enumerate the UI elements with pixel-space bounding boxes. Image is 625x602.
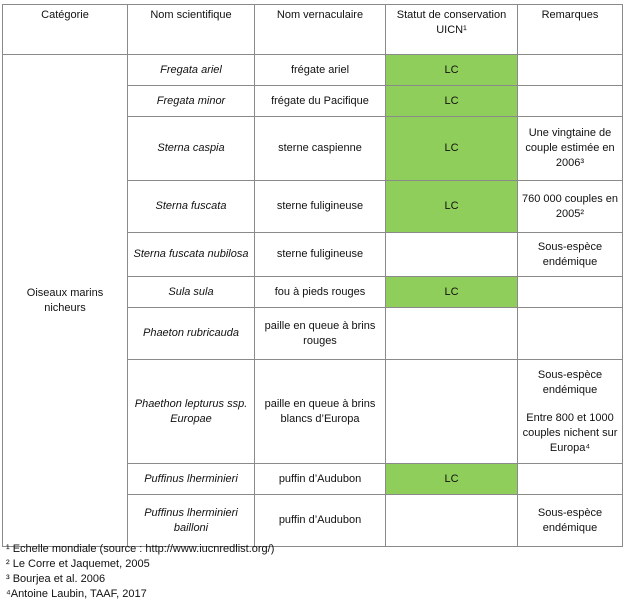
- remarks-cell: [518, 464, 623, 495]
- remarks-cell: [518, 117, 623, 181]
- vernacular-name-cell: puffin d’Audubon: [255, 464, 386, 495]
- vernacular-name-cell: sterne caspienne: [255, 117, 386, 181]
- table-row: [3, 55, 623, 86]
- vernacular-name-cell: frégate ariel: [255, 55, 386, 86]
- scientific-name-cell: Puffinus lherminieri: [128, 464, 255, 495]
- remarks-cell: [518, 233, 623, 277]
- conservation-status-cell: LC: [386, 181, 518, 233]
- vernacular-name-cell: paille en queue à brins rouges: [255, 308, 386, 360]
- header-category: Catégorie: [3, 5, 128, 55]
- conservation-status-cell: [386, 360, 518, 464]
- vernacular-name-cell: frégate du Pacifique: [255, 86, 386, 117]
- header-scientific-name: Nom scientifique: [128, 5, 255, 55]
- remarks-cell: [518, 277, 623, 308]
- remark-text: Entre 800 et 1000 couples nichent sur Europa⁴: [522, 411, 618, 454]
- scientific-name-cell: Fregata minor: [128, 86, 255, 117]
- conservation-status-cell: [386, 308, 518, 360]
- species-table: [2, 4, 623, 547]
- scientific-name-cell: Sterna caspia: [128, 117, 255, 181]
- vernacular-name-cell: puffin d’Audubon: [255, 495, 386, 547]
- remark-text: Sous-espèce endémique: [537, 240, 603, 268]
- conservation-status-cell: LC: [386, 464, 518, 495]
- remarks-cell: [518, 495, 623, 547]
- header-vernacular-name: Nom vernaculaire: [255, 5, 386, 55]
- conservation-status-cell: LC: [386, 86, 518, 117]
- footnote-line: ³ Bourjea et al. 2006: [6, 573, 106, 585]
- vernacular-name-cell: sterne fuligineuse: [255, 233, 386, 277]
- vernacular-name-cell: paille en queue à brins blancs d’Europa: [255, 360, 386, 464]
- conservation-status-cell: LC: [386, 55, 518, 86]
- remark-text: Sous-espèce endémique: [537, 368, 603, 396]
- table-body: [3, 55, 623, 547]
- scientific-name-cell: Sula sula: [128, 277, 255, 308]
- remarks-cell: [518, 86, 623, 117]
- remark-text: Une vingtaine de couple estimée en 2006³: [525, 127, 615, 169]
- conservation-status-cell: LC: [386, 277, 518, 308]
- footnote-line: ⁴Antoine Laubin, TAAF, 2017: [6, 588, 147, 600]
- scientific-name-cell: Sterna fuscata: [128, 181, 255, 233]
- footnote-line: ¹ Echelle mondiale (source : http://www.iucnredlist.org/): [6, 543, 275, 555]
- scientific-name-cell: Phaethon lepturus ssp. Europae: [128, 360, 255, 464]
- remarks-cell: [518, 181, 623, 233]
- remarks-cell: [518, 55, 623, 86]
- remark-text: 760 000 couples en 2005²: [521, 192, 619, 220]
- category-cell: Oiseaux marins nicheurs: [3, 55, 128, 547]
- header-remarks: Remarques: [518, 5, 623, 55]
- conservation-status-cell: [386, 495, 518, 547]
- remark-text: Sous-espèce endémique: [537, 506, 603, 534]
- scientific-name-cell: Phaeton rubricauda: [128, 308, 255, 360]
- conservation-status-cell: [386, 233, 518, 277]
- vernacular-name-cell: fou à pieds rouges: [255, 277, 386, 308]
- header-conservation-status: Statut de conservation UICN¹: [386, 5, 518, 55]
- conservation-status-cell: LC: [386, 117, 518, 181]
- footnote-line: ² Le Corre et Jaquemet, 2005: [6, 558, 150, 570]
- remarks-cell: [518, 360, 623, 464]
- remarks-cell: [518, 308, 623, 360]
- scientific-name-cell: Puffinus lherminieri bailloni: [128, 495, 255, 547]
- vernacular-name-cell: sterne fuligineuse: [255, 181, 386, 233]
- scientific-name-cell: Fregata ariel: [128, 55, 255, 86]
- scientific-name-cell: Sterna fuscata nubilosa: [128, 233, 255, 277]
- footnotes: [6, 542, 606, 602]
- table-header-row: [3, 5, 623, 55]
